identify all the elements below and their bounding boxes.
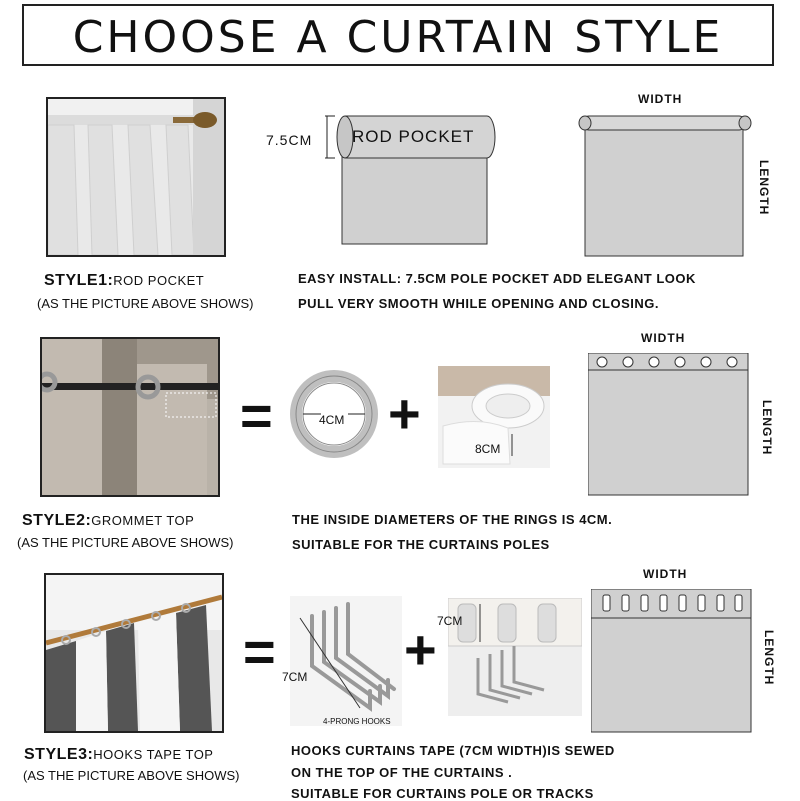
style3-heading-name: HOOKS TAPE TOP [93,747,214,762]
style2-heading [22,512,194,530]
style2-desc-line1: THE INSIDE DIAMETERS OF THE RINGS IS 4CM. [292,512,613,527]
style1-heading-number: STYLE1: [44,272,114,289]
style2-heading-name: GROMMET TOP [91,513,195,528]
style3-desc-line3: SUITABLE FOR CURTAINS POLE OR TRACKS [291,786,594,801]
style3-equals-sign: = [243,620,276,683]
rod-pocket-curtain-image [48,99,224,255]
hooks-tape-curtain-image [46,575,222,731]
style2-equals-sign: = [240,384,273,447]
style1-pocket-label: ROD POCKET [352,127,475,146]
style3-tape-size: 7CM [437,614,463,628]
style2-tape-size: 8CM [475,442,501,456]
style1-desc-line1: EASY INSTALL: 7.5CM POLE POCKET ADD ELEGANT LOOK [298,271,696,286]
four-prong-hook-image [290,596,402,726]
style1-heading [44,272,204,290]
grommet-curtain-image [42,339,218,495]
style2-desc-line2: SUITABLE FOR THE CURTAINS POLES [292,537,550,552]
style1-note: (AS THE PICTURE ABOVE SHOWS) [37,296,254,311]
style3-heading [24,746,213,764]
style3-desc-line2: ON THE TOP OF THE CURTAINS . [291,765,513,780]
style2-ring-size: 4CM [319,413,345,427]
style3-length-label: LENGTH [762,630,776,686]
hooks-tape-image [448,598,582,716]
style1-length-label: LENGTH [757,160,771,216]
style3-photo [44,573,224,733]
style1-pocket-height: 7.5CM [266,132,313,148]
style3-hook-caption: 4-PRONG HOOKS [323,717,391,726]
style1-desc-line2: PULL VERY SMOOTH WHILE OPENING AND CLOSING. [298,296,659,311]
style2-length-label: LENGTH [760,400,774,456]
style3-plus-sign: + [404,618,437,681]
style3-panel-diagram [591,589,753,734]
style3-desc-line1: HOOKS CURTAINS TAPE (7CM WIDTH)IS SEWED [291,743,615,758]
style1-heading-name: ROD POCKET [113,273,205,288]
style2-note: (AS THE PICTURE ABOVE SHOWS) [17,535,234,550]
style1-width-label: WIDTH [638,92,683,106]
style2-width-label: WIDTH [641,331,686,345]
style2-photo [40,337,220,497]
style3-note: (AS THE PICTURE ABOVE SHOWS) [23,768,240,783]
style3-hook-size: 7CM [282,670,308,684]
style3-width-label: WIDTH [643,567,688,581]
style3-heading-number: STYLE3: [24,746,94,763]
style2-panel-diagram [588,353,750,497]
style2-plus-sign: + [388,382,421,445]
page-title: CHOOSE A CURTAIN STYLE [72,12,724,63]
style1-panel-diagram [575,112,755,258]
title-banner [22,4,774,66]
style2-heading-number: STYLE2: [22,512,92,529]
style1-photo [46,97,226,257]
